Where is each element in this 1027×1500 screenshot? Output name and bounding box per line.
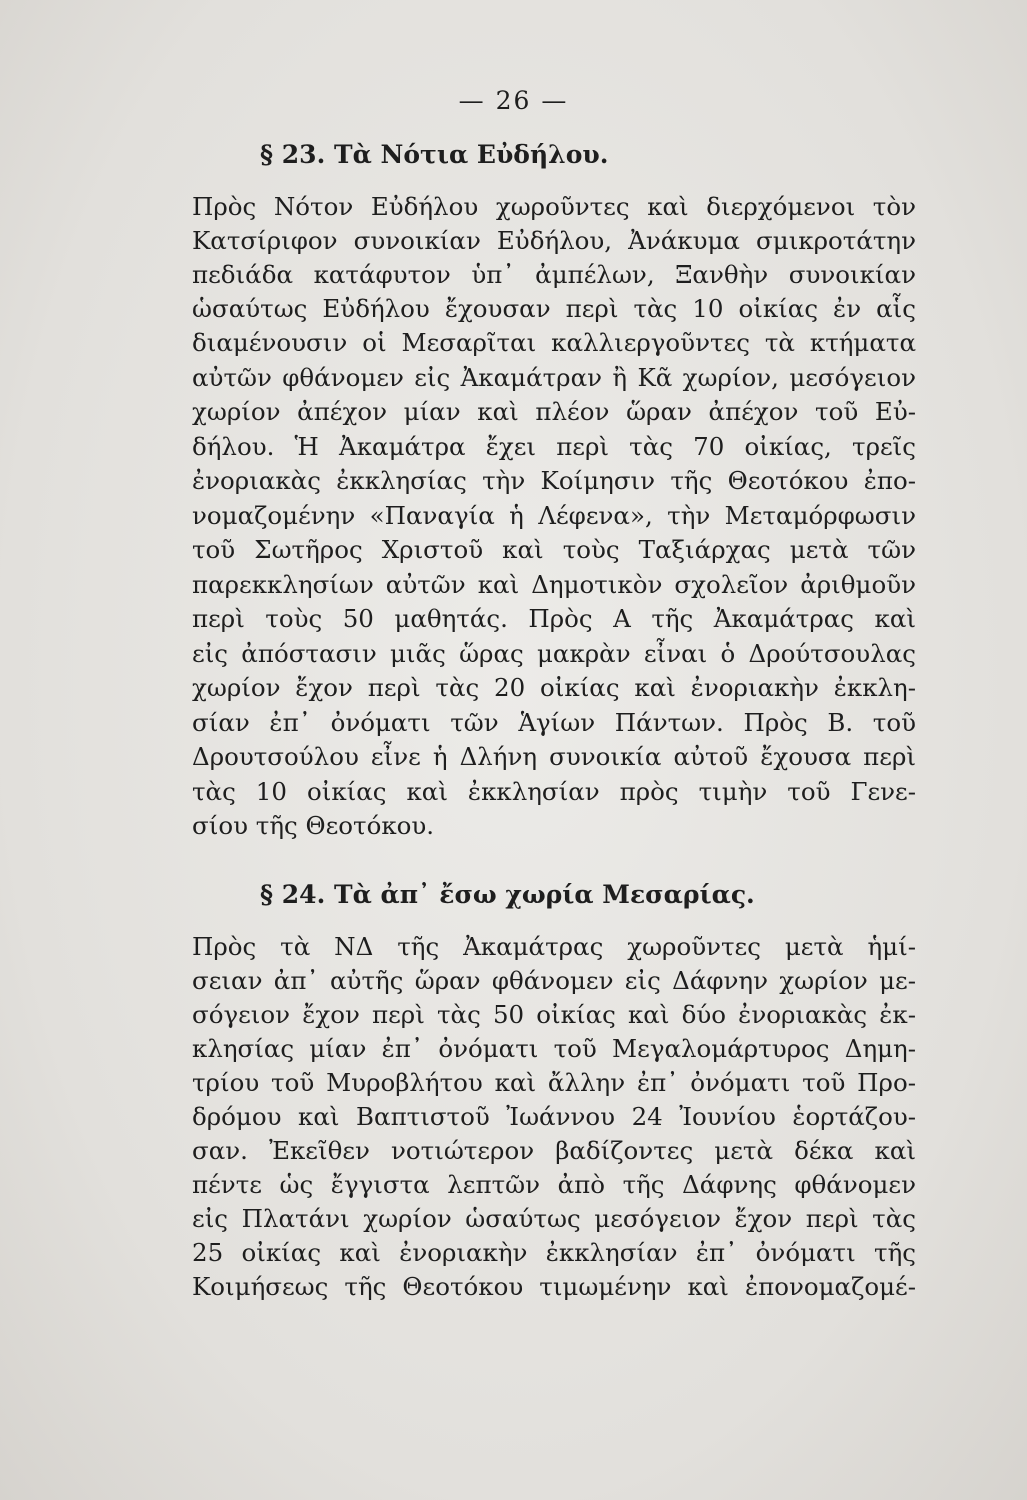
text-line: νομαζομένην «Παναγία ἡ Λέφενα», τὴν Μεταμόρφωσιν (192, 501, 916, 530)
text-line: κλησίας μίαν ἐπ᾽ ὀνόματι τοῦ Μεγαλομάρτυρος Δημη- (192, 1034, 916, 1063)
text-line: σαν. Ἐκεῖθεν νοτιώτερον βαδίζοντες μετὰ δέκα καὶ (192, 1136, 916, 1165)
text-line: ὡσαύτως Εὐδήλου ἔχουσαν περὶ τὰς 10 οἰκίας ἐν αἷς (192, 294, 916, 323)
text-line: Κοιμήσεως τῆς Θεοτόκου τιμωμένην καὶ ἐπονομαζομέ- (192, 1272, 916, 1301)
text-line: τρίου τοῦ Μυροβλήτου καὶ ἄλλην ἐπ᾽ ὀνόματι τοῦ Προ- (192, 1068, 916, 1097)
page-number: — 26 — (458, 86, 569, 115)
text-line: εἰς Πλατάνι χωρίον ὡσαύτως μεσόγειον ἔχον περὶ τὰς (192, 1204, 916, 1233)
text-line: σίαν ἐπ᾽ ὀνόματι τῶν Ἁγίων Πάντων. Πρὸς Β. τοῦ (192, 708, 916, 737)
text-line: δήλου. Ἡ Ἀκαμάτρα ἔχει περὶ τὰς 70 οἰκίας, τρεῖς (192, 432, 916, 461)
text-line: δρόμου καὶ Βαπτιστοῦ Ἰωάννου 24 Ἰουνίου ἑορτάζου- (192, 1102, 916, 1131)
section-title-24: § 24. Τὰ ἀπ᾽ ἔσω χωρία Μεσαρίας. (260, 880, 755, 909)
text-line: περὶ τοὺς 50 μαθητάς. Πρὸς Α τῆς Ἀκαμάτρας καὶ (192, 604, 916, 633)
text-line: αὐτῶν φθάνομεν εἰς Ἀκαμάτραν ἢ Κᾶ χωρίον, μεσόγειον (192, 363, 916, 392)
text-line: διαμένουσιν οἱ Μεσαρῖται καλλιεργοῦντες τὰ κτήματα (192, 328, 916, 357)
text-line: σειαν ἀπ᾽ αὐτῆς ὥραν φθάνομεν εἰς Δάφνην χωρίον με- (192, 966, 916, 995)
text-line: πεδιάδα κατάφυτον ὑπ᾽ ἀμπέλων, Ξανθὴν συνοικίαν (192, 260, 916, 289)
text-line: τὰς 10 οἰκίας καὶ ἐκκλησίαν πρὸς τιμὴν τοῦ Γενε- (192, 777, 916, 806)
text-line: εἰς ἀπόστασιν μιᾶς ὥρας μακρὰν εἶναι ὁ Δρούτσουλας (192, 639, 916, 668)
text-line: χωρίον ἀπέχον μίαν καὶ πλέον ὥραν ἀπέχον τοῦ Εὐ- (192, 397, 916, 426)
text-line: πέντε ὡς ἔγγιστα λεπτῶν ἀπὸ τῆς Δάφνης φθάνομεν (192, 1170, 916, 1199)
text-line: Πρὸς τὰ ΝΔ τῆς Ἀκαμάτρας χωροῦντες μετὰ ἡμί- (192, 932, 916, 961)
text-line: Κατσίριφον συνοικίαν Εὐδήλου, Ἀνάκυμα σμικροτάτην (192, 226, 916, 255)
text-line: παρεκκλησίων αὐτῶν καὶ Δημοτικὸν σχολεῖον ἀριθμοῦν (192, 570, 916, 599)
text-line: 25 οἰκίας καὶ ἐνοριακὴν ἐκκλησίαν ἐπ᾽ ὀνόματι τῆς (192, 1238, 916, 1267)
text-line: σόγειον ἔχον περὶ τὰς 50 οἰκίας καὶ δύο ἐνοριακὰς ἐκ- (192, 1000, 916, 1029)
text-line: Πρὸς Νότον Εὐδήλου χωροῦντες καὶ διερχόμενοι τὸν (192, 192, 916, 221)
text-line: σίου τῆς Θεοτόκου. (192, 811, 435, 840)
text-line: τοῦ Σωτῆρος Χριστοῦ καὶ τοὺς Ταξιάρχας μετὰ τῶν (192, 535, 916, 564)
section-title-23: § 23. Τὰ Νότια Εὐδήλου. (260, 140, 609, 169)
text-line: χωρίον ἔχον περὶ τὰς 20 οἰκίας καὶ ἐνοριακὴν ἐκκλη- (192, 673, 916, 702)
text-line: ἐνοριακὰς ἐκκλησίας τὴν Κοίμησιν τῆς Θεοτόκου ἐπο- (192, 466, 916, 495)
text-line: Δρουτσούλου εἶνε ἡ Δλήνη συνοικία αὐτοῦ ἔχουσα περὶ (192, 742, 916, 771)
